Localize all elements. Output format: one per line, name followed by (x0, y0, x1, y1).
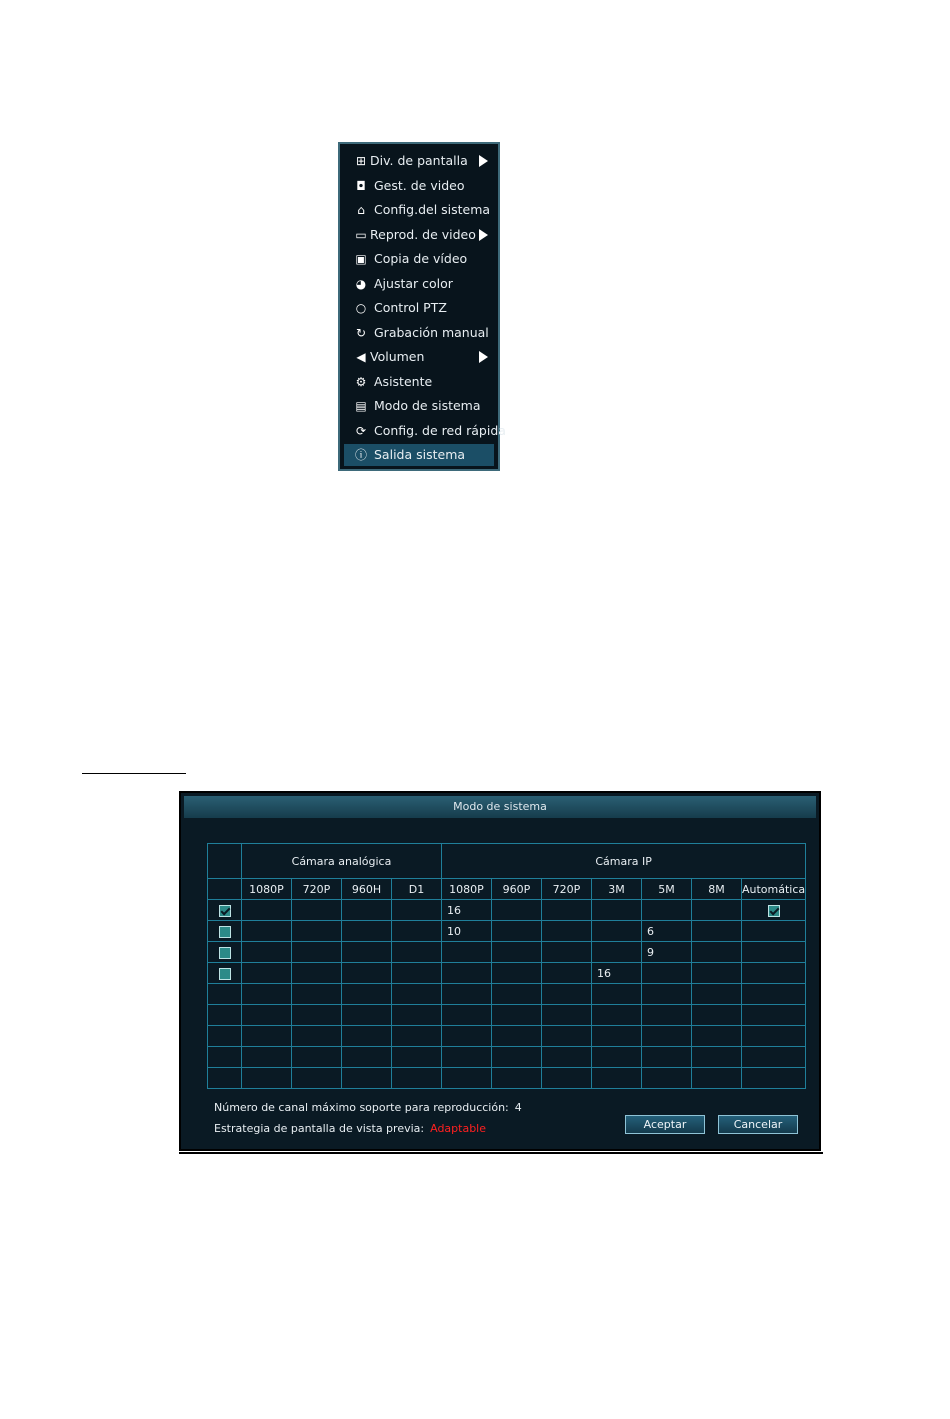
table-cell (292, 942, 342, 963)
menu-item-label: Modo de sistema (374, 398, 481, 413)
table-cell (642, 963, 692, 984)
table-cell (392, 963, 442, 984)
column-header: 1080P (442, 879, 492, 900)
analog-camera-header: Cámara analógica (242, 844, 442, 879)
menu-item-6[interactable] (344, 297, 494, 319)
corner-cell (208, 844, 242, 879)
table-cell (592, 1005, 642, 1026)
floppy-disk-icon: ▣ (355, 252, 367, 266)
submenu-arrow-icon (479, 351, 488, 363)
table-cell (242, 1068, 292, 1089)
table-cell (492, 1005, 542, 1026)
table-cell: 9 (642, 942, 692, 963)
color-wheel-icon: ◕ (355, 276, 367, 291)
auto-cell (742, 942, 806, 963)
table-cell (542, 900, 592, 921)
network-config-icon: ⟳ (355, 423, 367, 438)
column-header: 960H (342, 879, 392, 900)
select-cell (208, 1026, 242, 1047)
auto-cell (742, 1005, 806, 1026)
column-header: 960P (492, 879, 542, 900)
row-checkbox[interactable] (219, 968, 231, 980)
table-row (208, 921, 806, 942)
table-cell (542, 942, 592, 963)
table-cell (592, 900, 642, 921)
menu-item-9[interactable] (344, 371, 494, 393)
menu-item-label: Div. de pantalla (370, 153, 468, 168)
underline-rule (82, 773, 186, 774)
accept-button[interactable]: Aceptar (625, 1115, 705, 1134)
table-cell: 16 (592, 963, 642, 984)
table-cell (342, 1026, 392, 1047)
table-cell (342, 984, 392, 1005)
table-cell (642, 1026, 692, 1047)
table-cell (242, 900, 292, 921)
table-cell (592, 921, 642, 942)
column-header-row (208, 879, 806, 900)
auto-cell (742, 1068, 806, 1089)
table-cell (542, 1005, 592, 1026)
table-cell (692, 1005, 742, 1026)
table-cell (642, 1005, 692, 1026)
power-icon: ⓘ (354, 448, 367, 462)
table-cell (692, 1068, 742, 1089)
menu-item-11[interactable] (344, 420, 506, 442)
auto-cell (742, 984, 806, 1005)
table-cell (292, 900, 342, 921)
menu-item-label: Config. de red rápida (374, 422, 506, 438)
ptz-icon: ○ (355, 301, 367, 315)
menu-item-label: Gest. de video (374, 177, 465, 193)
table-cell (342, 921, 392, 942)
gears-icon: ⚙ (355, 374, 367, 389)
menu-item-7[interactable] (344, 322, 494, 344)
table-cell (242, 1026, 292, 1047)
table-row (208, 984, 806, 1005)
table-cell (592, 984, 642, 1005)
select-cell (208, 900, 242, 921)
table-cell (242, 963, 292, 984)
table-row (208, 1026, 806, 1047)
system-mode-table (207, 843, 806, 1089)
select-cell (208, 1047, 242, 1068)
select-header-cell (208, 879, 242, 900)
table-cell (242, 921, 292, 942)
grid-icon: ⊞ (355, 154, 367, 168)
column-header: 720P (292, 879, 342, 900)
menu-item-8[interactable] (344, 346, 494, 368)
table-cell (692, 921, 742, 942)
table-cell (492, 900, 542, 921)
submenu-arrow-icon (479, 229, 488, 241)
table-cell (292, 1047, 342, 1068)
table-row (208, 942, 806, 963)
table-cell (492, 921, 542, 942)
table-cell (342, 900, 392, 921)
table-row (208, 900, 806, 921)
auto-cell (742, 1047, 806, 1068)
column-header: D1 (392, 879, 442, 900)
table-cell (442, 1005, 492, 1026)
table-cell (592, 1047, 642, 1068)
table-cell (692, 963, 742, 984)
menu-item-4[interactable] (344, 248, 494, 270)
table-cell (492, 984, 542, 1005)
column-header: 3M (592, 879, 642, 900)
table-cell (692, 1047, 742, 1068)
table-cell (642, 1047, 692, 1068)
menu-item-label: Volumen (370, 349, 425, 364)
table-cell (542, 1026, 592, 1047)
table-cell (692, 900, 742, 921)
table-cell (542, 1068, 592, 1089)
table-cell (692, 984, 742, 1005)
menu-item-label: Ajustar color (374, 275, 453, 291)
dialog-title: Modo de sistema (184, 796, 816, 818)
table-row (208, 1005, 806, 1026)
context-menu (338, 142, 506, 471)
table-cell (442, 963, 492, 984)
table-cell (492, 1068, 542, 1089)
preview-strategy-label: Estrategia de pantalla de vista previa: (214, 1122, 425, 1135)
column-header: 1080P (242, 879, 292, 900)
table-cell: 10 (442, 921, 492, 942)
select-cell (208, 984, 242, 1005)
auto-cell (742, 900, 806, 921)
menu-item-3[interactable] (344, 224, 494, 246)
camera-icon: ◘ (356, 178, 366, 193)
table-cell (642, 1068, 692, 1089)
table-cell (492, 963, 542, 984)
table-cell (492, 942, 542, 963)
table-cell (542, 921, 592, 942)
select-cell (208, 963, 242, 984)
table-cell (292, 963, 342, 984)
menu-item-label: Config.del sistema (374, 202, 491, 217)
auto-cell (742, 1026, 806, 1047)
auto-cell (742, 963, 806, 984)
table-cell (392, 1068, 442, 1089)
table-cell: 16 (442, 900, 492, 921)
ip-camera-header: Cámara IP (442, 844, 806, 879)
column-header: 5M (642, 879, 692, 900)
preview-strategy-info (214, 1122, 486, 1135)
max-channel-value: 4 (514, 1101, 522, 1114)
table-cell (442, 1026, 492, 1047)
table-cell (542, 984, 592, 1005)
table-cell (392, 921, 442, 942)
table-cell (692, 942, 742, 963)
submenu-arrow-icon (479, 155, 488, 167)
cancel-button[interactable]: Cancelar (718, 1115, 798, 1134)
menu-item-label: Copia de vídeo (374, 251, 468, 266)
table-cell (442, 1068, 492, 1089)
table-cell (442, 1047, 492, 1068)
select-cell (208, 942, 242, 963)
table-cell (542, 963, 592, 984)
table-cell (392, 1005, 442, 1026)
row-checkbox[interactable] (219, 947, 231, 959)
table-cell (592, 1026, 642, 1047)
table-cell (342, 1068, 392, 1089)
max-channel-label: Número de canal máximo soporte para reproducción: (214, 1101, 509, 1114)
table-cell (642, 984, 692, 1005)
menu-item-2[interactable] (344, 199, 494, 221)
menu-item-label: Reprod. de video (370, 226, 476, 242)
row-checkbox[interactable] (219, 905, 231, 917)
table-cell (292, 1005, 342, 1026)
table-cell (292, 984, 342, 1005)
table-cell (242, 984, 292, 1005)
table-cell (442, 942, 492, 963)
menu-item-5[interactable] (344, 273, 494, 295)
table-cell (342, 1047, 392, 1068)
table-cell (342, 942, 392, 963)
select-cell (208, 1068, 242, 1089)
table-cell (292, 921, 342, 942)
table-cell (242, 1047, 292, 1068)
table-cell (392, 984, 442, 1005)
table-cell (492, 1026, 542, 1047)
table-cell (592, 942, 642, 963)
table-cell (692, 1026, 742, 1047)
table-cell: 6 (642, 921, 692, 942)
max-channel-info (214, 1101, 522, 1114)
table-cell (492, 1047, 542, 1068)
row-checkbox[interactable] (219, 926, 231, 938)
table-cell (292, 1068, 342, 1089)
table-cell (392, 900, 442, 921)
table-row (208, 1068, 806, 1089)
column-header: 8M (692, 879, 742, 900)
column-header: Automática (742, 879, 806, 900)
playback-icon: ▭ (355, 227, 367, 242)
menu-item-label: Grabación manual (374, 324, 489, 340)
menu-item-1[interactable] (344, 175, 494, 197)
table-row (208, 963, 806, 984)
column-header: 720P (542, 879, 592, 900)
table-cell (292, 1026, 342, 1047)
select-cell (208, 1005, 242, 1026)
table-cell (592, 1068, 642, 1089)
table-cell (392, 1026, 442, 1047)
preview-strategy-value[interactable]: Adaptable (430, 1122, 487, 1135)
table-cell (542, 1047, 592, 1068)
table-cell (642, 900, 692, 921)
table-cell (392, 1047, 442, 1068)
system-config-icon: ⌂ (357, 203, 365, 217)
table-row (208, 1047, 806, 1068)
table-cell (442, 984, 492, 1005)
bottom-rule (179, 1152, 823, 1154)
menu-item-0[interactable] (344, 150, 494, 172)
menu-item-12[interactable] (344, 444, 494, 466)
group-header-row (208, 844, 806, 879)
menu-item-10[interactable] (344, 395, 494, 417)
table-cell (342, 963, 392, 984)
table-cell (242, 942, 292, 963)
menu-item-label: Asistente (374, 373, 433, 389)
table-cell (242, 1005, 292, 1026)
select-cell (208, 921, 242, 942)
auto-checkbox[interactable] (768, 905, 780, 917)
table-cell (392, 942, 442, 963)
document-icon: ▤ (355, 399, 367, 413)
menu-item-label: Control PTZ (374, 300, 447, 315)
auto-cell (742, 921, 806, 942)
menu-item-label: Salida sistema (374, 447, 466, 462)
table-cell (342, 1005, 392, 1026)
system-mode-dialog (179, 791, 821, 1151)
speaker-icon: ◀ (356, 350, 366, 364)
record-icon: ↻ (355, 325, 367, 340)
